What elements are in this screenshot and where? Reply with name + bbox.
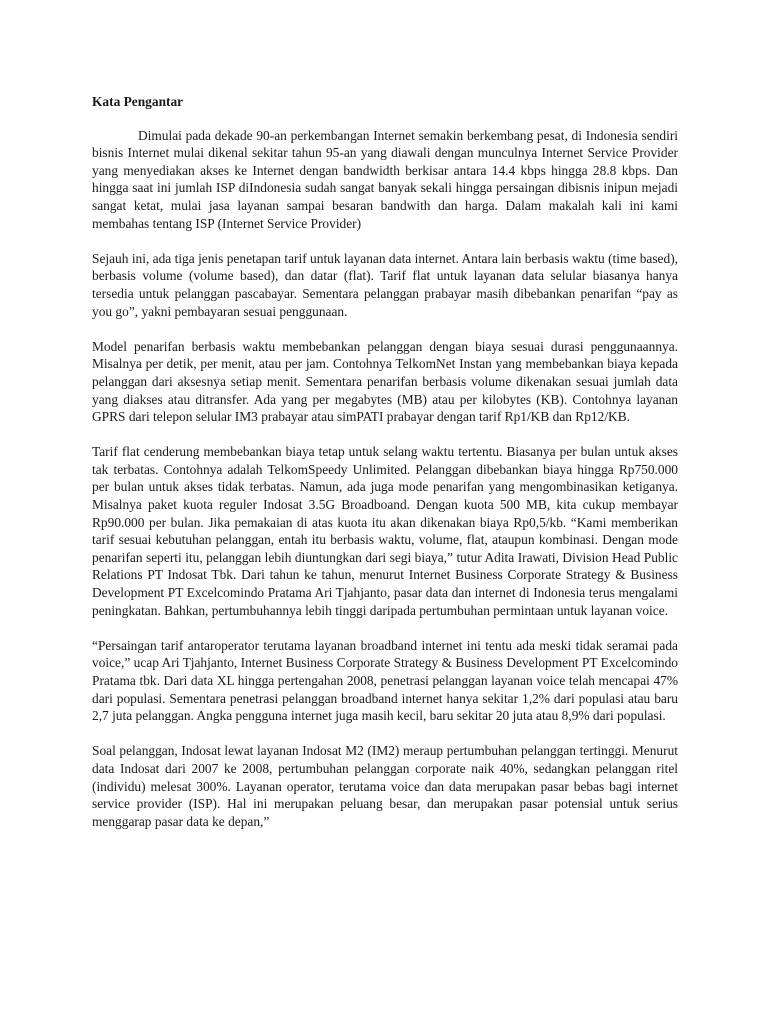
paragraph-intro: Dimulai pada dekade 90-an perkembangan Internet semakin berkembang pesat, di Indonesia sendiri bisnis Internet mulai dikenal sekitar tahun 95-an yang diawali dengan munculnya Internet Service Provider yang menyediakan akses ke Internet dengan bandwidth berkisar antara 14.4 kbps hingga 28.8 kbps. Dan hingga saat ini jumlah ISP diIndonesia sudah sangat banyak sekali hingga persaingan dibisnis inipun mejadi sangat ketat, mulai jasa layanan sampai besaran bandwith dan harga. Dalam makalah kali ini kami membahas tentang ISP (Internet Service Provider) bbox=[92, 127, 678, 231]
document-heading: Kata Pengantar bbox=[92, 94, 184, 109]
paragraph-flat-tariff: Tarif flat cenderung membebankan biaya tetap untuk selang waktu tertentu. Biasanya per bulan untuk akses tak terbatas. Contohnya adalah TelkomSpeedy Unlimited. Pelanggan dibebankan biaya hingga Rp750.000 per bulan untuk akses tidak terbatas. Namun, ada juga mode penarifan yang mengombinasikan ketiganya. Misalnya paket kuota reguler Indosat 3.5G Broadboand. Dengan kuota 500 MB, kita cukup membayar Rp90.000 per bulan. Jika pemakaian di atas kuota itu akan dikenakan biaya Rp0,5/kb. “Kami memberikan tarif sesuai kebutuhan pelanggan, entah itu berbasis waktu, volume, flat, ataupun kombinasi. Dengan mode penarifan seperti itu, pelanggan lebih diuntungkan dari segi biaya,” tutur Adita Irawati, Division Head Public Relations PT Indosat Tbk. Dari tahun ke tahun, menurut Internet Business Corporate Strategy & Business Development PT Excelcomindo Pratama Ari Tjahjanto, pasar data dan internet di Indonesia terus mengalami peningkatan. Bahkan, pertumbuhannya lebih tinggi daripada pertumbuhan permintaan untuk layanan voice. bbox=[92, 444, 678, 618]
paragraph-time-volume-model: Model penarifan berbasis waktu membebankan pelanggan dengan biaya sesuai durasi penggunaannya. Misalnya per detik, per menit, atau per jam. Contohnya TelkomNet Instan yang membebankan biaya kepada pelanggan dari aksesnya setiap menit. Sementara penarifan berbasis volume dikenakan sesuai jumlah data yang diakses atau ditransfer. Ada yang per megabytes (MB) atau per kilobytes (KB). Contohnya layanan GPRS dari telepon selular IM3 prabayar atau simPATI prabayar dengan tarif Rp1/KB dan Rp12/KB. bbox=[92, 338, 678, 425]
paragraph-subscribers: Soal pelanggan, Indosat lewat layanan Indosat M2 (IM2) meraup pertumbuhan pelanggan tertinggi. Menurut data Indosat dari 2007 ke 2008, pertumbuhan pelanggan corporate naik 40%, sedangkan pelanggan ritel (individu) melesat 300%. Layanan operator, terutama voice dan data merupakan pasar bebas bagi internet service provider (ISP). Hal ini merupakan peluang besar, dan merupakan pasar potensial untuk serius menggarap pasar data ke depan,” bbox=[92, 743, 678, 829]
document-page bbox=[92, 93, 678, 848]
paragraph-tariff-types: Sejauh ini, ada tiga jenis penetapan tarif untuk layanan data internet. Antara lain berbasis waktu (time based), berbasis volume (volume based), dan datar (flat). Tarif flat untuk layanan data selular biasanya hanya tersedia untuk pelanggan pascabayar. Sementara pelanggan prabayar masih dibebankan penarifan “pay as you go”, yakni pembayaran sesuai penggunaan. bbox=[92, 250, 678, 319]
paragraph-competition: “Persaingan tarif antaroperator terutama layanan broadband internet ini tentu ada meski tidak seramai pada voice,” ucap Ari Tjahjanto, Internet Business Corporate Strategy & Business Development PT Excelcomindo Pratama tbk. Dari data XL hingga pertengahan 2008, penetrasi pelanggan layanan voice telah mencapai 47% dari populasi. Sementara penetrasi pelanggan broadband internet hanya sekitar 1,2% dari populasi atau baru 2,7 juta pelanggan. Angka pengguna internet juga masih kecil, baru sekitar 20 juta atau 8,9% dari populasi. bbox=[92, 637, 678, 724]
